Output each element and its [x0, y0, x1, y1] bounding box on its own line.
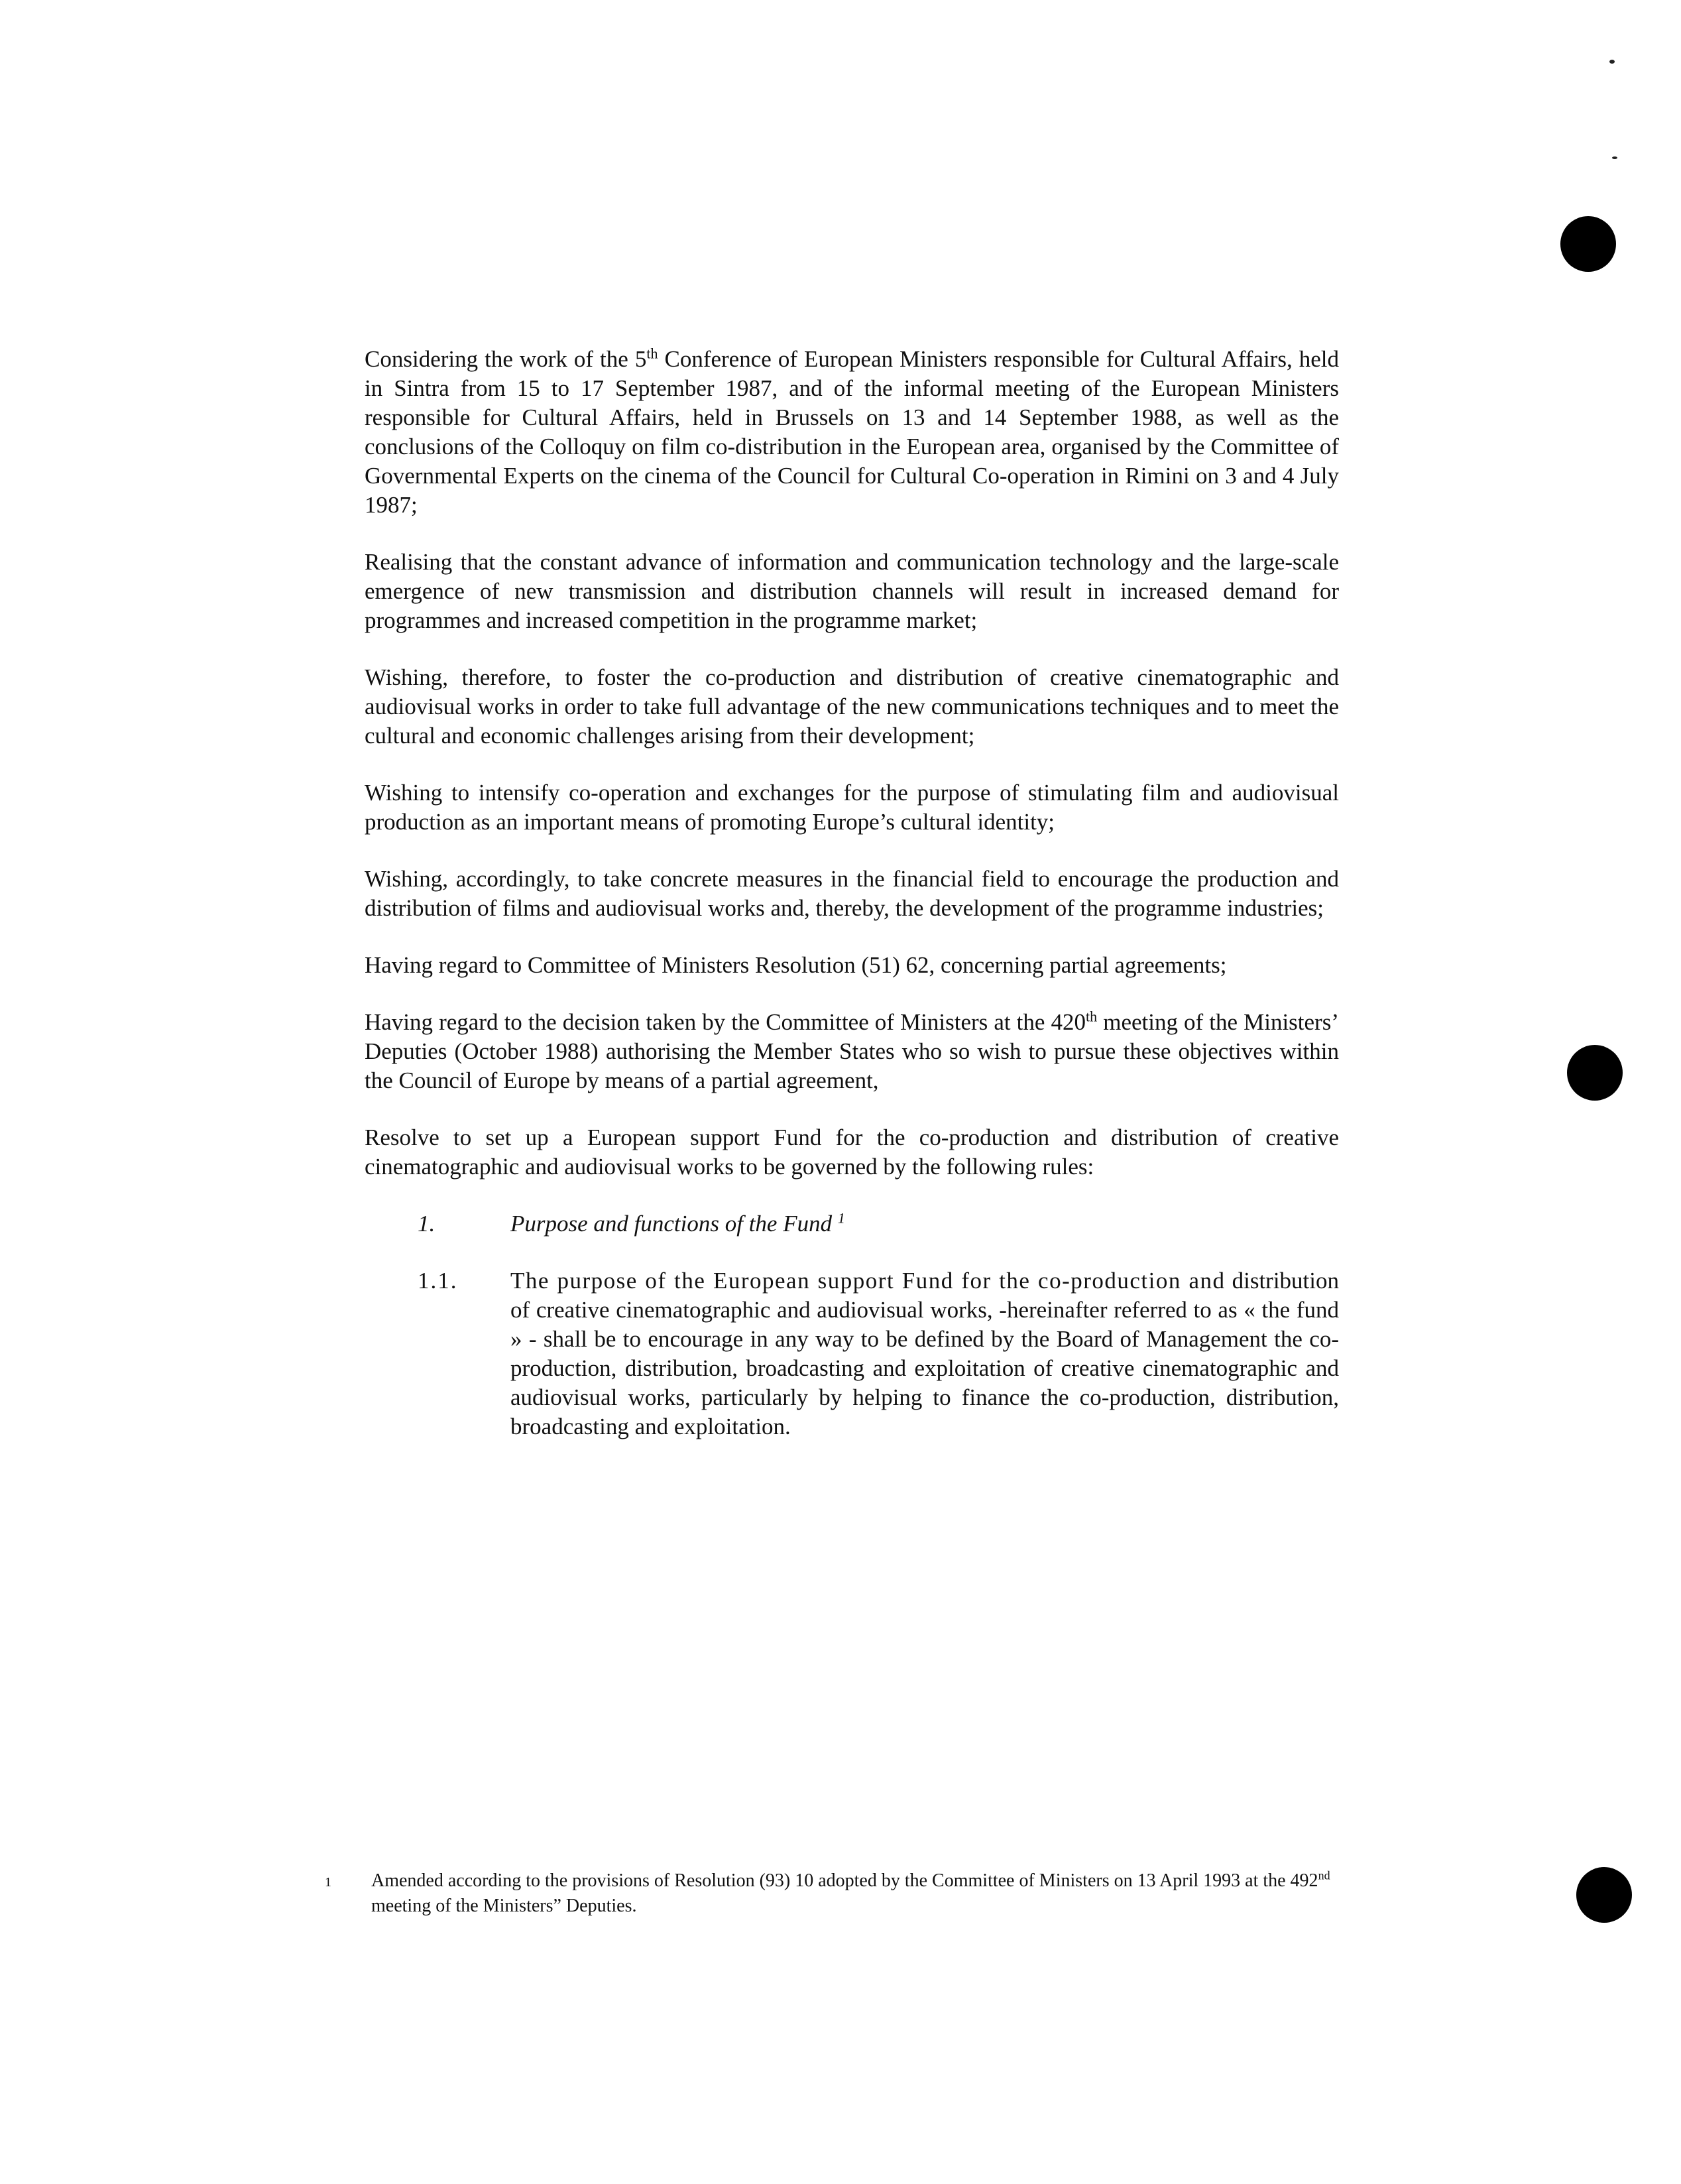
ordinal-suffix: nd — [1318, 1868, 1330, 1882]
paragraph-realising: Realising that the constant advance of information and communication technology and the large-scale emergence of new transmission and distribution channels will result in increased demand for programmes and increased competition in the programme market; — [365, 549, 1339, 633]
ordinal-suffix: th — [1086, 1008, 1098, 1025]
section-heading — [418, 1209, 1339, 1239]
clause-1-1 — [418, 1266, 1339, 1441]
clause-text-rest: distribution of creative cinematographic and audiovisual works, -hereinafter referred to as « the fund » - shall be to encourage in any way to be defined by the Board of Management the co-production, distribution, broadcasting and exploitation of creative cinematographic and audiovisual works, particularly by helping to finance the co-production, distribution, broadcasting and exploitation. — [510, 1268, 1339, 1439]
paragraph-having-regard-resolution: Having regard to Committee of Ministers Resolution (51) 62, concerning partial agreements; — [365, 952, 1227, 978]
paragraph-text: Considering the work of the 5 — [365, 346, 647, 372]
clause-text-first-line: The purpose of the European support Fund for the co-production and — [510, 1268, 1226, 1294]
section-title-text: Purpose and functions of the Fund — [510, 1211, 833, 1237]
footnote-marker: 1 — [325, 1875, 331, 1890]
footnote-reference: 1 — [837, 1209, 845, 1227]
clause-text — [510, 1266, 1339, 1441]
paragraph-text: Conference of European Ministers responsible for Cultural Affairs, held in Sintra from 15 to 17 September 1987, and of the informal meeting of the European Ministers responsible for Cultural Affairs, held in Brussels on 13 and 14 September 1988, as well as the conclusions of the Colloquy on film co-distribution in the European area, organised by the Committee of Governmental Experts on the cinema of the Council for Cultural Co-operation in Rimini on 3 and 4 July 1987; — [365, 346, 1339, 518]
paragraph-wishing-therefore: Wishing, therefore, to foster the co-production and distribution of creative cinematographic and audiovisual works in order to take full advantage of the new communications techniques and to meet the cultural and economic challenges arising from their development; — [365, 664, 1339, 749]
paragraph-resolve: Resolve to set up a European support Fund for the co-production and distribution of creative cinematographic and audiovisual works to be governed by the following rules: — [365, 1124, 1339, 1180]
punch-hole-top — [1560, 216, 1616, 272]
footnote-text-part: meeting of the Ministers” Deputies. — [371, 1896, 637, 1916]
paragraph-text: meeting of the Ministers’ Deputies (October 1988) authorising the Member States who so wish to pursue these objectives within the Council of Europe by means of a partial agreement, — [365, 1009, 1339, 1093]
ordinal-suffix: th — [646, 345, 658, 362]
paragraph-considering — [365, 345, 1339, 520]
paragraph-having-regard-decision — [365, 1008, 1339, 1095]
paragraph-text: Having regard to the decision taken by the Committee of Ministers at the 420 — [365, 1009, 1086, 1035]
footnote — [325, 1868, 1359, 1919]
paragraph-wishing-accordingly: Wishing, accordingly, to take concrete measures in the financial field to encourage the production and distribution of films and audiovisual works and, thereby, the development of the programme industries; — [365, 866, 1339, 921]
punch-hole-middle — [1567, 1045, 1623, 1101]
section-title — [510, 1209, 845, 1239]
footnote-text — [371, 1868, 1359, 1919]
footnote-text-part: Amended according to the provisions of Resolution (93) 10 adopted by the Committee of Ministers on 13 April 1993 at the 492 — [371, 1870, 1318, 1891]
document-body — [365, 345, 1339, 1441]
clause-number: 1.1. — [418, 1268, 458, 1294]
paragraph-wishing-intensify: Wishing to intensify co-operation and exchanges for the purpose of stimulating film and audiovisual production as an important means of promoting Europe’s cultural identity; — [365, 780, 1339, 835]
punch-hole-bottom — [1576, 1867, 1632, 1923]
section-number: 1. — [418, 1211, 435, 1237]
scan-speck — [1612, 156, 1617, 159]
scan-speck — [1609, 60, 1615, 64]
